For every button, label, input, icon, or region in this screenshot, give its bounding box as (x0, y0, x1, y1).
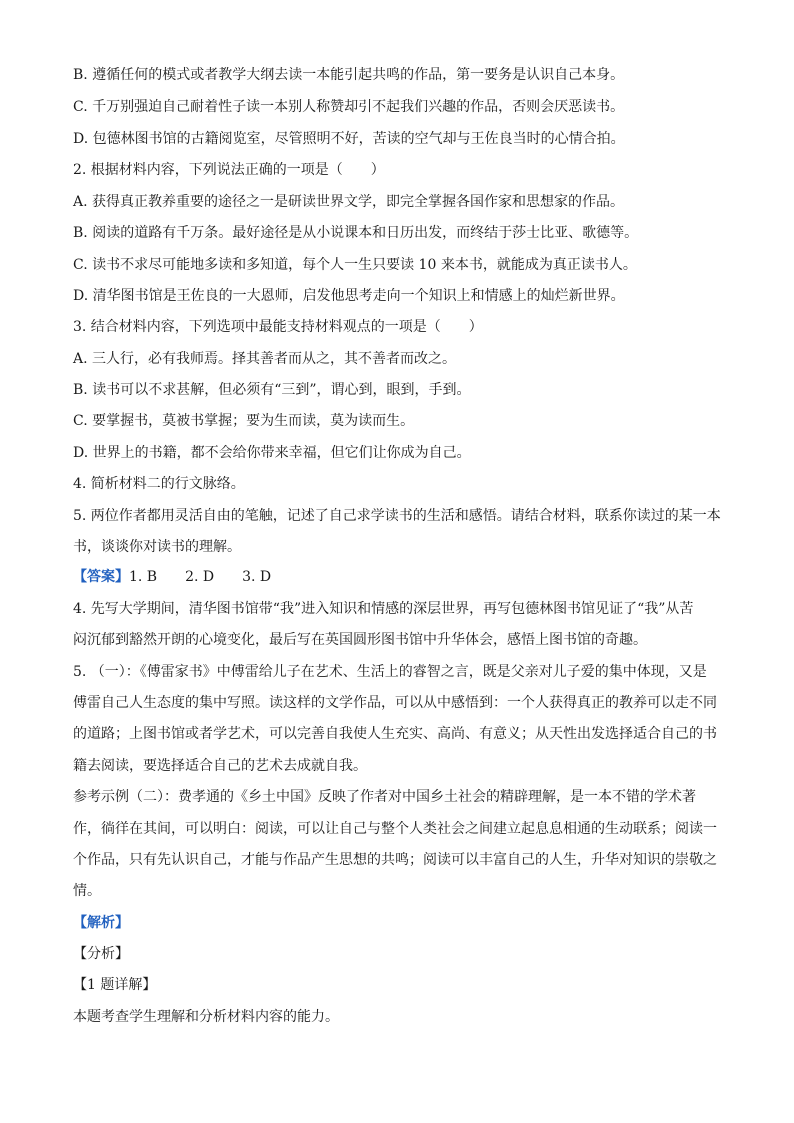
q3-option-b: B. 读书可以不求甚解，但必须有“三到”，谓心到，眼到，手到。 (73, 382, 471, 398)
answer-tag: 【答案】 (73, 569, 129, 585)
example-2-line4: 情。 (73, 883, 101, 899)
q3-option-c: C. 要掌握书，莫被书掌握；要为生而读，莫为读而生。 (73, 413, 415, 429)
detail-text: 本题考查学生理解和分析材料内容的能力。 (73, 1009, 339, 1025)
question-5-line1: 5. 两位作者都用灵活自由的笔触，记述了自己求学读书的生活和感悟。请结合材料，联系你读过的某一本 (73, 508, 721, 524)
q2-option-c: C. 读书不求尽可能地多读和多知道，每个人一生只要读 10 来本书，就能成为真正读书人。 (73, 257, 637, 273)
answer-line (73, 568, 271, 586)
q3-option-d: D. 世界上的书籍，都不会给你带来幸福，但它们让你成为自己。 (73, 445, 471, 461)
answer-4-line2: 闷沉郁到豁然开朗的心境变化，最后写在英国圆形图书馆中升华体会，感悟上图书馆的奇趣。 (73, 632, 647, 648)
question-3: 3. 结合材料内容，下列选项中最能支持材料观点的一项是（ ） (73, 319, 483, 335)
example-2-line1: 参考示例（二）：费孝通的《乡土中国》反映了作者对中国乡土社会的精辟理解，是一本不错的学术著 (73, 789, 696, 805)
q2-option-a: A. 获得真正教养重要的途径之一是研读世界文学，即完全掌握各国作家和思想家的作品。 (73, 194, 625, 210)
answer-5-line3: 的道路；上图书馆或者学艺术，可以完善自我使人生充实、高尚、有意义；从天性出发选择适合自己的书 (73, 726, 717, 742)
question-4: 4. 简析材料二的行文脉络。 (73, 476, 245, 492)
q2-option-d: D. 清华图书馆是王佐良的一大恩师，启发他思考走向一个知识上和情感上的灿烂新世界。 (73, 288, 625, 304)
answer-5-line2: 傅雷自己人生态度的集中写照。读这样的文学作品，可以从中感悟到：一个人获得真正的教养可以走不同 (73, 695, 717, 711)
answer-4-line1: 4. 先写大学期间，清华图书馆带“我”进入知识和情感的深层世界，再写包德林图书馆见证了“我”从苦 (73, 601, 694, 617)
option-b-line: B. 遵循任何的模式或者教学大纲去读一本能引起共鸣的作品，第一要务是认识自己本身。 (73, 67, 625, 83)
option-d-line: D. 包德林图书馆的古籍阅览室，尽管照明不好，苦读的空气却与王佐良当时的心情合拍。 (73, 131, 625, 147)
q3-option-a: A. 三人行，必有我师焉。择其善者而从之，其不善者而改之。 (73, 351, 457, 367)
analysis-tag: 【解析】 (73, 915, 129, 931)
answer-text: 1. B 2. D 3. D (129, 569, 272, 585)
answer-5-line4: 籍去阅读，要选择适合自己的艺术去成就自我。 (73, 758, 367, 774)
example-2-line2: 作，徜徉在其间，可以明白：阅读，可以让自己与整个人类社会之间建立起息息相通的生动联系；阅读一 (73, 821, 717, 837)
answer-5-line1: 5. （一）：《傅雷家书》中傅雷给儿子在艺术、生活上的睿智之言，既是父亲对儿子爱的集中体现，又是 (73, 664, 707, 680)
question-2: 2. 根据材料内容，下列说法正确的一项是（ ） (73, 162, 385, 178)
question-5-line2: 书，谈谈你对读书的理解。 (73, 539, 241, 555)
example-2-line3: 个作品，只有先认识自己，才能与作品产生思想的共鸣；阅读可以丰富自己的人生，升华对知识的崇敬之 (73, 852, 717, 868)
q2-option-b: B. 阅读的道路有千万条。最好途径是从小说课本和日历出发，而终结于莎士比亚、歌德等。 (73, 225, 639, 241)
option-c-line: C. 千万别强迫自己耐着性子读一本别人称赞却引不起我们兴趣的作品，否则会厌恶读书。 (73, 99, 625, 115)
detail-tag: 【1 题详解】 (73, 977, 157, 993)
fenxi-tag: 【分析】 (73, 946, 129, 962)
